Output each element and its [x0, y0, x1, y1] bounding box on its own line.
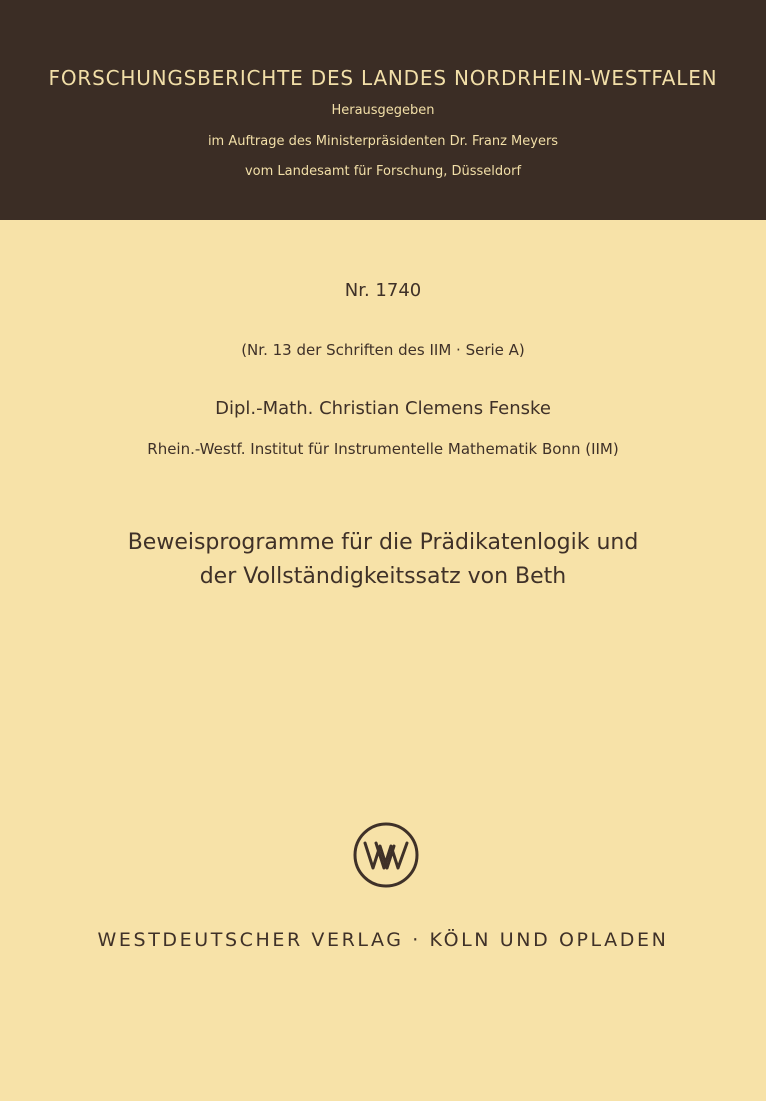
- report-number: Nr. 1740: [344, 280, 422, 301]
- series-note: (Nr. 13 der Schriften des IIM · Serie A): [241, 341, 525, 359]
- series-banner: [0, 0, 766, 220]
- editor-label: Herausgegeben: [331, 103, 435, 118]
- author-name: Dipl.-Math. Christian Clemens Fenske: [215, 398, 551, 419]
- title-line-1: Beweisprogramme für die Prädikatenlogik und: [127, 530, 639, 555]
- series-title: FORSCHUNGSBERICHTE DES LANDES NORDRHEIN-WESTFALEN: [48, 66, 718, 90]
- publisher-ww-logo-icon: [352, 821, 420, 889]
- institute-name: Rhein.-Westf. Institut für Instrumentelle Mathematik Bonn (IIM): [147, 440, 619, 458]
- publisher-line: WESTDEUTSCHER VERLAG · KÖLN UND OPLADEN: [97, 929, 669, 951]
- book-title: [0, 526, 766, 594]
- title-line-2: der Vollständigkeitssatz von Beth: [199, 564, 567, 589]
- publisher-office-line: vom Landesamt für Forschung, Düsseldorf: [244, 164, 522, 179]
- commission-line: im Auftrage des Ministerpräsidenten Dr. Franz Meyers: [207, 134, 559, 149]
